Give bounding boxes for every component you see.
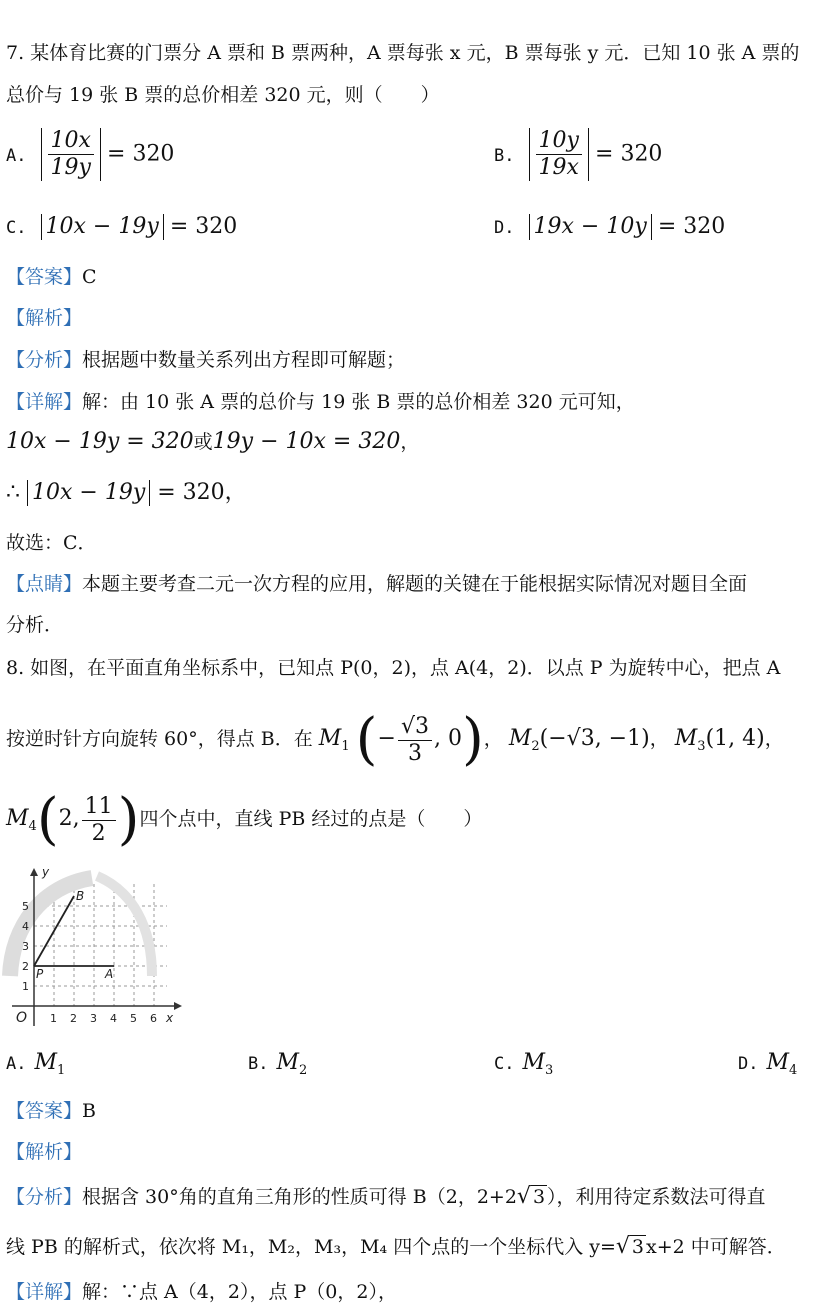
eq1: 10x − 19y = 320 xyxy=(6,429,194,454)
coordinate-graph xyxy=(2,866,182,1036)
option-label: D. xyxy=(494,218,515,238)
q8-fenxi-line2: 线 PB 的解析式，依次将 M₁，M₂，M₃，M₄ 四个点的一个坐标代入 y=√ 3 x+2 中可解答． xyxy=(6,1234,786,1259)
xiangjie-tag: 【详解】 xyxy=(6,1281,83,1303)
q8-stem-line1: 8. 如图，在平面直角坐标系中，已知点 P(0，2)，点 A(4，2)．以点 P 为旋转中心，把点 A xyxy=(6,657,781,679)
fenxi-text-2c: x+2 中可解答． xyxy=(646,1236,786,1258)
m4-first: 2, xyxy=(58,806,80,831)
fenxi-text-2a: 线 PB 的解析式，依次将 M₁，M₂，M₃，M₄ 四个点的一个坐标代入 y= xyxy=(6,1236,616,1258)
abs-fraction xyxy=(41,128,101,181)
y-tick-1: 1 xyxy=(22,980,29,993)
option-sub: 4 xyxy=(789,1062,798,1078)
eq-comma: ， xyxy=(400,431,420,453)
option-label: B. xyxy=(248,1054,269,1074)
q7-analysis-tag xyxy=(6,305,82,331)
rhs: = 320 xyxy=(657,214,726,239)
q8-stem-line3: $M_4(2$, $\frac{11}{2}$ )四个点中，直线 PB 经过的点是（ ） xyxy=(6,787,483,852)
x-tick-1: 1 xyxy=(50,1012,57,1025)
x-tick-4: 4 xyxy=(110,1012,117,1025)
y-tick-5: 5 xyxy=(22,900,29,913)
point-a-label: A xyxy=(105,967,114,981)
point-b-label: B xyxy=(76,889,85,903)
m3-sub: 3 xyxy=(697,738,706,754)
m4-denominator: 2 xyxy=(91,820,106,846)
rhs: = 320 xyxy=(169,214,238,239)
fenxi-text-a: 根据含 30°角的直角三角形的性质可得 B（2，2+2 xyxy=(82,1186,517,1208)
q8-option-b[interactable] xyxy=(248,1050,307,1084)
y-axis-label: y xyxy=(42,866,50,879)
m4-sub: 4 xyxy=(28,818,37,834)
answer-tag: 【答案】 xyxy=(6,266,83,288)
q8-xiangjie xyxy=(6,1279,397,1305)
option-value: M xyxy=(276,1050,300,1075)
analysis-tag: 【解析】 xyxy=(6,1141,83,1163)
denominator: 19x xyxy=(538,155,579,180)
option-sub: 2 xyxy=(299,1062,308,1078)
point-p-label: P xyxy=(36,967,44,981)
xiangjie-text: 解：由 10 张 A 票的总价与 19 张 B 票的总价相差 320 元可知， xyxy=(82,391,635,413)
option-value: M xyxy=(766,1050,790,1075)
y-tick-3: 3 xyxy=(22,940,29,953)
m1-rest: , 0 xyxy=(433,726,462,751)
answer-value: C xyxy=(82,266,97,288)
q7-dianjing xyxy=(6,571,747,597)
option-label: B. xyxy=(494,145,515,166)
m2-value: (−√3, −1) xyxy=(539,726,650,751)
dianjing-tag: 【点睛】 xyxy=(6,573,83,595)
q7-stem-line2: 总价与 19 张 B 票的总价相差 320 元，则（ ） xyxy=(6,84,440,106)
m2-symbol: M xyxy=(508,726,532,751)
analysis-tag: 【解析】 xyxy=(6,307,83,329)
q8-fenxi-line1: 【分析】根据含 30°角的直角三角形的性质可得 B（2，2+2√ 3 ），利用待定系数法可得直 xyxy=(6,1184,766,1209)
answer-tag: 【答案】 xyxy=(6,1100,83,1122)
m4-numerator: 11 xyxy=(82,794,116,821)
abs-fraction xyxy=(529,128,589,181)
numerator: 10y xyxy=(536,128,582,155)
eq3: 10x − 19y xyxy=(27,480,150,506)
stem-text-end: 四个点中，直线 PB 经过的点是（ ） xyxy=(139,808,483,830)
option-value: M xyxy=(34,1050,58,1075)
q7-option-c[interactable] xyxy=(6,214,237,241)
x-tick-5: 5 xyxy=(130,1012,137,1025)
x-tick-2: 2 xyxy=(70,1012,77,1025)
q7-choose: 故选：C． xyxy=(6,532,97,554)
q7-option-b[interactable] xyxy=(494,128,662,181)
q8-answer xyxy=(6,1098,96,1124)
xiangjie-text: 解：∵点 A（4，2），点 P（0，2）， xyxy=(82,1281,397,1303)
answer-value: B xyxy=(82,1100,96,1122)
option-label: A. xyxy=(6,145,27,166)
q8-option-a[interactable] xyxy=(6,1050,65,1084)
q7-xiangjie xyxy=(6,389,635,415)
fenxi-tag: 【分析】 xyxy=(6,1186,83,1208)
m1-numerator: √3 xyxy=(398,714,432,741)
m1-symbol: M xyxy=(318,726,342,751)
fenxi-tag: 【分析】 xyxy=(6,349,83,371)
eq-or: 或 xyxy=(193,431,213,453)
option-label: C. xyxy=(6,218,27,238)
denominator: 19y xyxy=(50,155,91,180)
xiangjie-tag: 【详解】 xyxy=(6,391,83,413)
option-sub: 1 xyxy=(57,1062,66,1078)
q7-answer xyxy=(6,264,97,290)
option-label: C. xyxy=(494,1054,515,1074)
m2-sub: 2 xyxy=(531,738,540,754)
q7-option-a[interactable] xyxy=(6,128,174,181)
therefore-symbol: ∴ xyxy=(6,480,20,505)
q7-stem-line1: 7. 某体育比赛的门票分 A 票和 B 票两种，A 票每张 x 元，B 票每张 y 元．已知 10 张 A 票的 xyxy=(6,42,800,64)
q7-equation-2 xyxy=(6,480,247,506)
m4-symbol: M xyxy=(6,806,29,831)
eq3-rhs: = 320， xyxy=(157,480,247,505)
q8-stem-line2: 按逆时针方向旋转 60°，得点 B．在 $M_1$ (− $\frac{√3}{3}$ , 0)， $M_2(-√3$, −1)， $M_3(1$, 4)， xyxy=(6,707,784,772)
origin-label: O xyxy=(16,1010,28,1026)
option-label: A. xyxy=(6,1054,27,1074)
fenxi-sqrt-2: 3 xyxy=(631,1236,645,1258)
abs-expr: 19x − 10y xyxy=(529,214,652,240)
x-tick-3: 3 xyxy=(90,1012,97,1025)
q7-equation-1 xyxy=(6,429,419,455)
m3-symbol: M xyxy=(674,726,698,751)
dianjing-line1: 本题主要考查二元一次方程的应用，解题的关键在于能根据实际情况对题目全面 xyxy=(82,573,748,595)
q8-option-d[interactable] xyxy=(738,1050,797,1084)
y-tick-4: 4 xyxy=(22,920,29,933)
option-sub: 3 xyxy=(545,1062,554,1078)
m1-sub: 1 xyxy=(341,738,350,754)
numerator: 10x xyxy=(48,128,94,155)
stem-text: 按逆时针方向旋转 60°，得点 B．在 xyxy=(6,728,313,750)
q8-analysis-tag xyxy=(6,1139,82,1165)
x-tick-6: 6 xyxy=(150,1012,157,1025)
fenxi-sqrt-1: 3 xyxy=(532,1186,546,1208)
q7-fenxi xyxy=(6,347,405,373)
eq2: 19y − 10x = 320 xyxy=(212,429,401,454)
q8-option-c[interactable] xyxy=(494,1050,553,1084)
abs-expr: 10x − 19y xyxy=(41,214,164,240)
m3-value: (1, 4) xyxy=(705,726,765,751)
option-label: D. xyxy=(738,1054,759,1074)
rhs: = 320 xyxy=(595,141,663,167)
q7-option-d[interactable] xyxy=(494,214,725,241)
q7-dianjing-line2: 分析． xyxy=(6,614,64,636)
rhs: = 320 xyxy=(107,141,175,167)
x-axis-label: x xyxy=(166,1011,174,1025)
fenxi-text: 根据题中数量关系列出方程即可解题； xyxy=(82,349,406,371)
y-tick-2: 2 xyxy=(22,960,29,973)
fenxi-text-c: ），利用待定系数法可得直 xyxy=(547,1186,766,1208)
option-value: M xyxy=(522,1050,546,1075)
m1-denominator: 3 xyxy=(407,740,422,766)
